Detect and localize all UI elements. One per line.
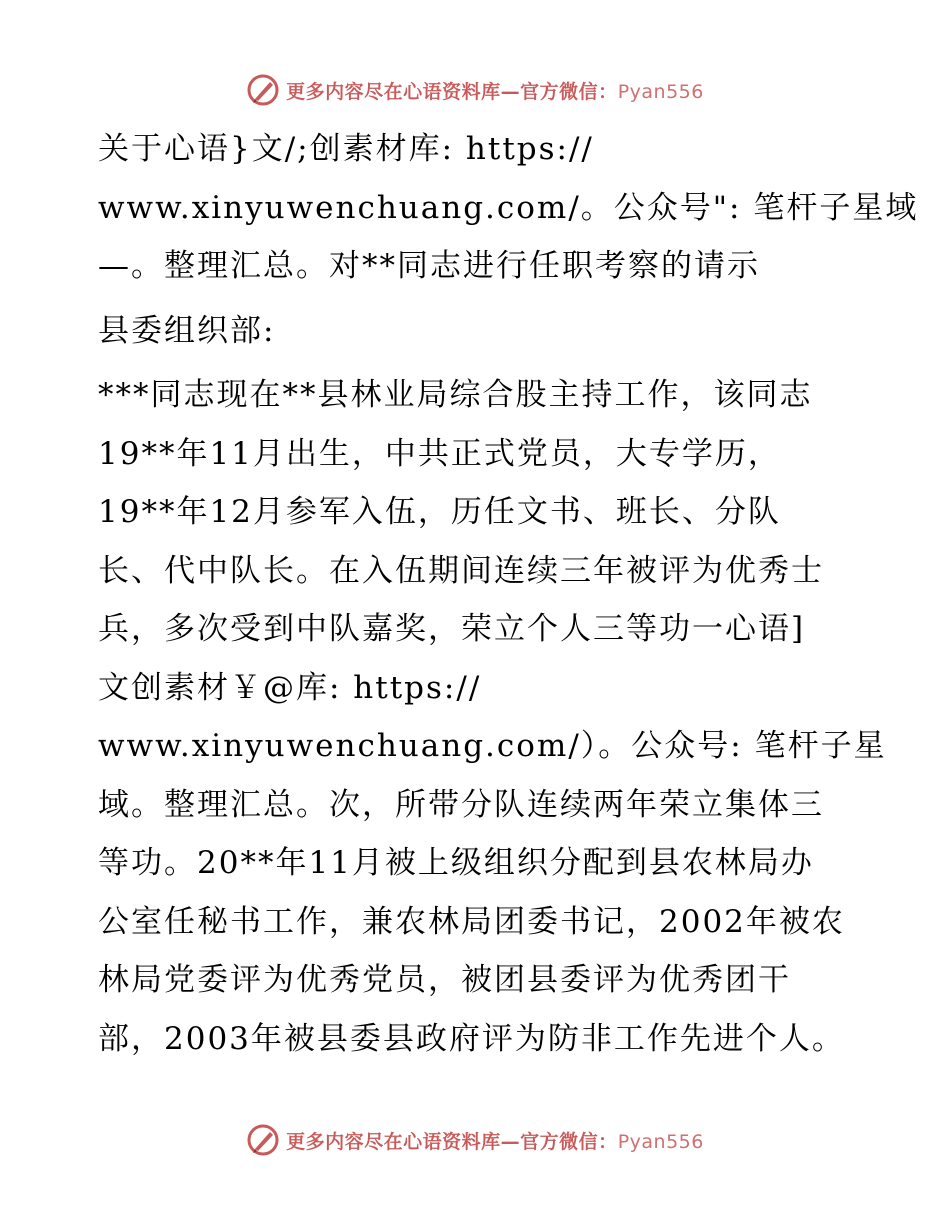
text-line: 公室任秘书工作，兼农林局团委书记，2002年被农 xyxy=(98,903,845,940)
quill-pen-circle-icon xyxy=(246,1123,280,1157)
watermark-banner-top xyxy=(0,70,950,110)
text-line: 域。整理汇总。次，所带分队连续两年荣立集体三 xyxy=(98,786,824,823)
watermark-wechat-id: Pyan556 xyxy=(617,1130,704,1153)
watermark-wechat-label: 官方微信： xyxy=(520,80,618,103)
watermark-main: 更多内容尽在心语资料库 xyxy=(286,80,501,103)
text-line: 部，2003年被县委县政府评为防非工作先进个人。 xyxy=(98,1020,845,1057)
watermark-main: 更多内容尽在心语资料库 xyxy=(286,1130,501,1153)
text-line: www.xinyuwenchuang.com/。公众号": 笔杆子星域 xyxy=(98,189,919,226)
document-body xyxy=(98,120,919,1068)
quill-pen-circle-icon xyxy=(246,73,280,107)
text-line: 19**年12月参军入伍，历任文书、班长、分队 xyxy=(98,494,781,530)
watermark-text xyxy=(286,77,704,104)
text-line: —。整理汇总。对**同志进行任职考察的请示 xyxy=(98,248,760,284)
watermark-dash: — xyxy=(500,80,521,103)
text-line: 关于心语}文/;创素材库: https:// xyxy=(98,131,594,167)
watermark-wechat-id: Pyan556 xyxy=(617,80,704,103)
text-line: 长、代中队长。在入伍期间连续三年被评为优秀士 xyxy=(98,552,824,589)
text-line: ***同志现在**县林业局综合股主持工作，该同志 xyxy=(98,377,813,413)
text-line: 19**年11月出生，中共正式党员，大专学历， xyxy=(98,435,781,472)
text-line: www.xinyuwenchuang.com/）。公众号: 笔杆子星 xyxy=(98,728,887,764)
text-line: 林局党委评为优秀党员，被团县委评为优秀团干 xyxy=(98,962,791,998)
text-line: 兵，多次受到中队嘉奖，荣立个人三等功一心语] xyxy=(98,611,806,647)
watermark-wechat-label: 官方微信： xyxy=(520,1130,618,1153)
text-line: 等功。20**年11月被上级组织分配到县农林局办 xyxy=(98,845,814,881)
watermark-text xyxy=(286,1127,704,1154)
text-line: 文创素材￥@库: https:// xyxy=(98,669,482,706)
watermark-dash: — xyxy=(500,1130,521,1153)
watermark-banner-bottom xyxy=(0,1120,950,1160)
salutation-line: 县委组织部: xyxy=(98,312,276,349)
